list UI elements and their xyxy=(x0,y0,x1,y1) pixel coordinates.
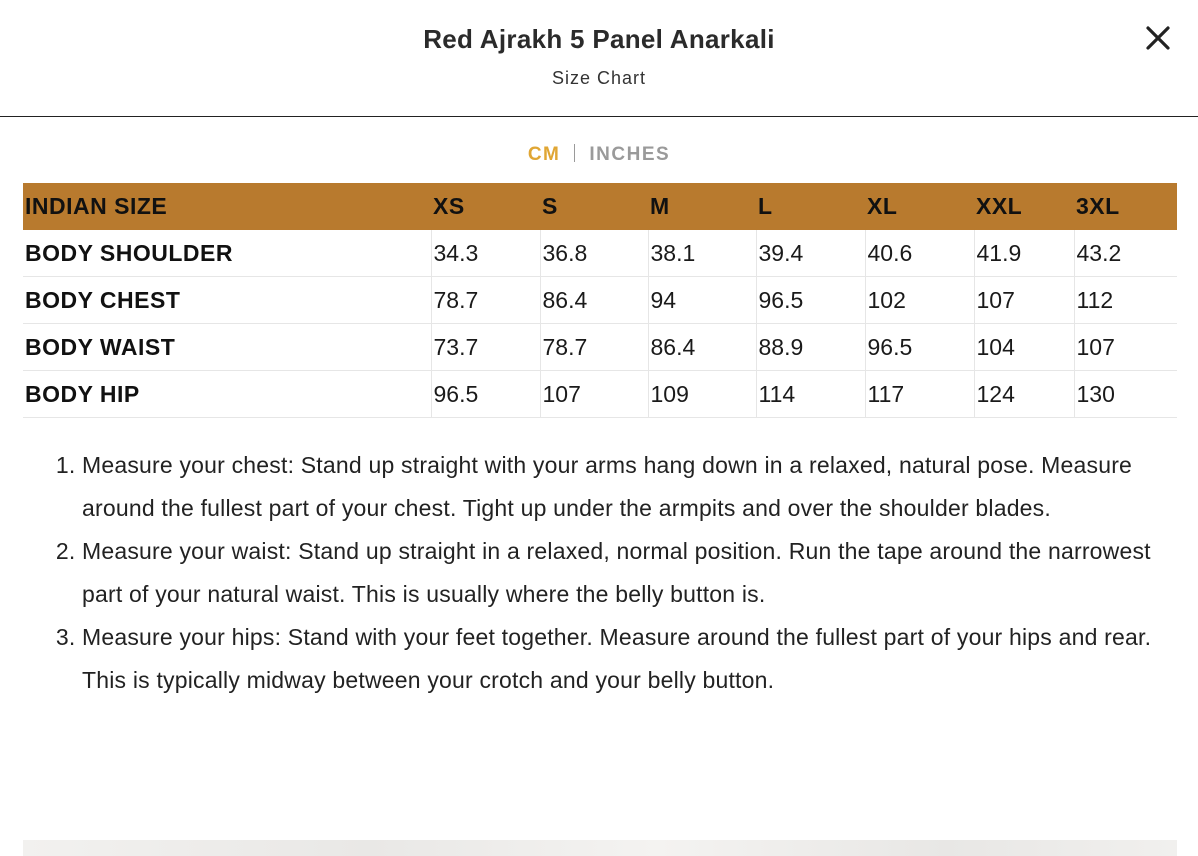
size-table xyxy=(23,183,1177,418)
modal-subtitle: Size Chart xyxy=(551,68,647,88)
table-cell: 73.7 xyxy=(431,324,540,371)
header-size-s: S xyxy=(540,183,648,230)
table-cell: 96.5 xyxy=(865,324,974,371)
table-row xyxy=(23,324,1177,371)
row-label-body-waist: BODY WAIST xyxy=(23,324,431,371)
table-cell: 94 xyxy=(648,277,756,324)
table-cell: 34.3 xyxy=(431,230,540,277)
table-cell: 102 xyxy=(865,277,974,324)
instruction-chest: 1. Measure your chest: Stand up straight with your arms hang down in a relaxed, natural pose. Measure around the fullest part of your chest. Tight up under the armpits and over the shoulder blades. xyxy=(82,444,1178,530)
instruction-hips: 3. Measure your hips: Stand with your feet together. Measure around the fullest part of your hips and rear. This is typically midway between your crotch and your belly button. xyxy=(82,616,1178,702)
table-cell: 88.9 xyxy=(756,324,865,371)
instruction-waist: 2. Measure your waist: Stand up straight in a relaxed, normal position. Run the tape around the narrowest part of your natural waist. This is usually where the belly button is. xyxy=(82,530,1178,616)
header-size-xxl: XXL xyxy=(974,183,1074,230)
table-row xyxy=(23,277,1177,324)
header-size-m: M xyxy=(648,183,756,230)
table-cell: 117 xyxy=(865,371,974,418)
row-label-body-chest: BODY CHEST xyxy=(23,277,431,324)
table-cell: 86.4 xyxy=(648,324,756,371)
table-cell: 124 xyxy=(974,371,1074,418)
table-cell: 109 xyxy=(648,371,756,418)
table-cell: 96.5 xyxy=(756,277,865,324)
table-row xyxy=(23,230,1177,277)
header-indian-size: INDIAN SIZE xyxy=(23,183,431,230)
header-size-l: L xyxy=(756,183,865,230)
unit-divider xyxy=(574,144,575,162)
table-cell: 38.1 xyxy=(648,230,756,277)
table-cell: 78.7 xyxy=(431,277,540,324)
table-row xyxy=(23,371,1177,418)
header-size-xs: XS xyxy=(431,183,540,230)
modal-header xyxy=(0,0,1198,117)
table-cell: 43.2 xyxy=(1074,230,1177,277)
close-button[interactable] xyxy=(1140,20,1176,56)
unit-cm-tab[interactable]: CM xyxy=(527,144,561,165)
table-cell: 107 xyxy=(540,371,648,418)
table-cell: 78.7 xyxy=(540,324,648,371)
table-cell: 86.4 xyxy=(540,277,648,324)
table-cell: 40.6 xyxy=(865,230,974,277)
table-cell: 130 xyxy=(1074,371,1177,418)
close-icon xyxy=(1140,20,1176,56)
table-cell: 36.8 xyxy=(540,230,648,277)
table-cell: 41.9 xyxy=(974,230,1074,277)
table-cell: 114 xyxy=(756,371,865,418)
table-cell: 39.4 xyxy=(756,230,865,277)
measurement-guide-image xyxy=(23,840,1177,856)
table-cell: 107 xyxy=(1074,324,1177,371)
unit-toggle xyxy=(0,144,1198,166)
header-size-3xl: 3XL xyxy=(1074,183,1177,230)
row-label-body-hip: BODY HIP xyxy=(23,371,431,418)
table-cell: 104 xyxy=(974,324,1074,371)
product-title: Red Ajrakh 5 Panel Anarkali xyxy=(423,24,775,54)
table-cell: 112 xyxy=(1074,277,1177,324)
header-size-xl: XL xyxy=(865,183,974,230)
table-cell: 96.5 xyxy=(431,371,540,418)
measurement-instructions xyxy=(0,444,1178,702)
unit-inches-tab[interactable]: INCHES xyxy=(589,144,671,165)
table-cell: 107 xyxy=(974,277,1074,324)
row-label-body-shoulder: BODY SHOULDER xyxy=(23,230,431,277)
table-header-row xyxy=(23,183,1177,230)
